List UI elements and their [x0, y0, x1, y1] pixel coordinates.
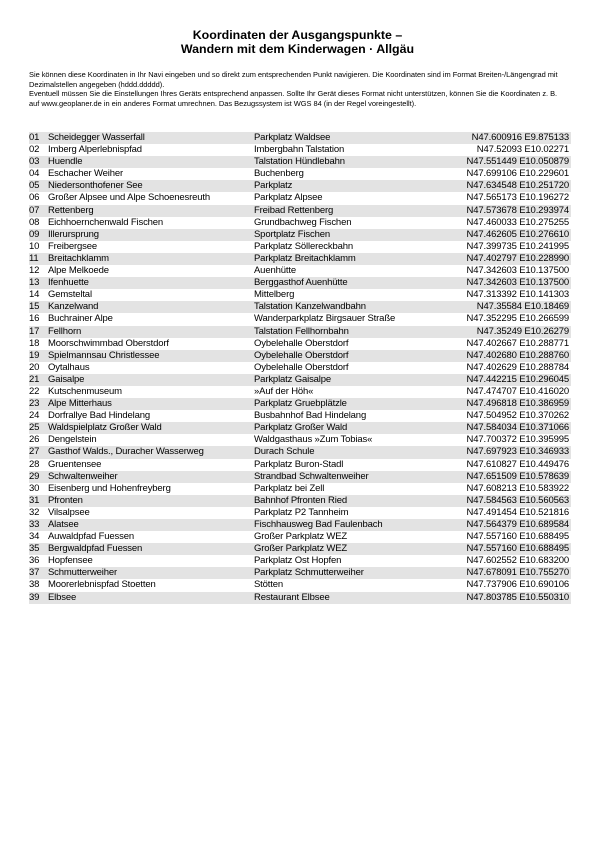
- table-row: [29, 592, 571, 604]
- parking-location: Parkplatz Buron-Stadl: [254, 458, 344, 470]
- table-row: [29, 229, 571, 241]
- table-row: [29, 434, 571, 446]
- coordinates: N47.573678 E10.293974: [434, 205, 571, 217]
- table-row: [29, 326, 571, 338]
- coordinates: N47.557160 E10.688495: [466, 531, 569, 543]
- start-point: Freibergsee: [48, 240, 98, 252]
- table-row: [29, 192, 571, 204]
- table-row: [29, 168, 571, 180]
- row-number: 22: [29, 385, 40, 397]
- start-point: Scheidegger Wasserfall: [48, 132, 254, 144]
- table-row: [29, 313, 571, 325]
- coordinates: N47.496818 E10.386959: [434, 398, 571, 410]
- start-point: Großer Alpsee und Alpe Schoenesreuth: [48, 192, 211, 204]
- intro-text: [29, 70, 569, 109]
- parking-location: Berggasthof Auenhütte: [254, 277, 434, 289]
- row-number: 28: [29, 458, 40, 470]
- page-title: [0, 29, 595, 57]
- start-point: Eichhoernchenwald Fischen: [48, 216, 164, 228]
- table-row: [29, 543, 571, 555]
- parking-location: Parkplatz Waldsee: [254, 132, 434, 144]
- row-number: 37: [29, 567, 48, 579]
- start-point: Eschacher Weiher: [48, 168, 124, 180]
- parking-location: Buchenberg: [254, 168, 304, 180]
- row-number: 06: [29, 192, 40, 204]
- parking-location: Parkplatz Alpsee: [254, 192, 323, 204]
- row-number: 32: [29, 506, 40, 518]
- row-number: 20: [29, 361, 40, 373]
- start-point: Vilsalpsee: [48, 506, 90, 518]
- row-number: 03: [29, 156, 48, 168]
- title-line-2: Wandern mit dem Kinderwagen · Allgäu: [180, 41, 415, 56]
- row-number: 01: [29, 132, 48, 144]
- parking-location: Strandbad Schwaltenweiher: [254, 471, 434, 483]
- table-row: [29, 410, 571, 422]
- parking-location: Grundbachweg Fischen: [254, 216, 352, 228]
- table-row: [29, 180, 571, 192]
- table-row: [29, 531, 571, 543]
- start-point: Huendle: [48, 156, 254, 168]
- table-row: [29, 253, 571, 265]
- row-number: 09: [29, 229, 48, 241]
- row-number: 36: [29, 555, 40, 567]
- parking-location: Talstation Fellhornbahn: [254, 326, 434, 338]
- coordinates: N47.584034 E10.371066: [434, 422, 571, 434]
- start-point: Kanzelwand: [48, 301, 254, 313]
- start-point: Buchrainer Alpe: [48, 313, 113, 325]
- parking-location: Großer Parkplatz WEZ: [254, 543, 434, 555]
- intro-paragraph-1: Sie können diese Koordinaten in Ihr Navi eingeben und so direkt zum entsprechenden Punkt navigieren. Die Koordinaten sind im Format Breiten-/Längengrad mit Dezimalstellen angegeben (hddd.ddddd).: [29, 70, 558, 89]
- coordinates: N47.697923 E10.346933: [434, 446, 571, 458]
- parking-location: Parkplatz Großer Wald: [254, 422, 434, 434]
- table-row: [29, 277, 571, 289]
- start-point: Alatsee: [48, 519, 254, 531]
- row-number: 26: [29, 434, 40, 446]
- row-number: 30: [29, 482, 40, 494]
- start-point: Waldspielplatz Großer Wald: [48, 422, 254, 434]
- parking-location: Parkplatz Gruebplätzle: [254, 398, 434, 410]
- row-number: 16: [29, 313, 40, 325]
- table-row: [29, 217, 571, 229]
- table-row: [29, 350, 571, 362]
- start-point: Elbsee: [48, 592, 254, 604]
- parking-location: Mittelberg: [254, 289, 295, 301]
- table-row: [29, 205, 571, 217]
- parking-location: Parkplatz Gaisalpe: [254, 374, 434, 386]
- row-number: 04: [29, 168, 40, 180]
- start-point: Pfronten: [48, 495, 254, 507]
- start-point: Fellhorn: [48, 326, 254, 338]
- coordinates: N47.737906 E10.690106: [466, 579, 569, 591]
- row-number: 23: [29, 398, 48, 410]
- coordinates: N47.474707 E10.416020: [466, 385, 569, 397]
- start-point: Gaisalpe: [48, 374, 254, 386]
- parking-location: Oybelehalle Oberstdorf: [254, 361, 349, 373]
- coordinates: N47.402680 E10.288760: [434, 350, 571, 362]
- start-point: Illerursprung: [48, 229, 254, 241]
- table-row: [29, 386, 571, 398]
- table-row: [29, 156, 571, 168]
- row-number: 18: [29, 337, 40, 349]
- start-point: Kutschenmuseum: [48, 385, 122, 397]
- coordinates: N47.608213 E10.583922: [466, 482, 569, 494]
- row-number: 35: [29, 543, 48, 555]
- parking-location: Parkplatz P2 Tannheim: [254, 506, 349, 518]
- start-point: Niedersonthofener See: [48, 180, 254, 192]
- coordinates: N47.699106 E10.229601: [466, 168, 569, 180]
- row-number: 39: [29, 592, 48, 604]
- coordinates: N47.352295 E10.266599: [466, 313, 569, 325]
- table-row: [29, 144, 571, 156]
- coordinates: N47.35249 E10.26279: [434, 326, 571, 338]
- coordinates: N47.557160 E10.688495: [434, 543, 571, 555]
- table-row: [29, 495, 571, 507]
- coordinates: N47.460033 E10.275255: [466, 216, 569, 228]
- coordinates: N47.504952 E10.370262: [466, 410, 569, 422]
- row-number: 15: [29, 301, 48, 313]
- parking-location: Oybelehalle Oberstdorf: [254, 350, 434, 362]
- parking-location: Parkplatz bei Zell: [254, 482, 325, 494]
- table-row: [29, 446, 571, 458]
- parking-location: Busbahnhof Bad Hindelang: [254, 410, 367, 422]
- coordinates: N47.402797 E10.228990: [434, 253, 571, 265]
- table-row: [29, 301, 571, 313]
- start-point: Alpe Mitterhaus: [48, 398, 254, 410]
- coordinates: N47.634548 E10.251720: [434, 180, 571, 192]
- start-point: Breitachklamm: [48, 253, 254, 265]
- start-point: Schmutterweiher: [48, 567, 254, 579]
- start-point: Schwaltenweiher: [48, 471, 254, 483]
- table-row: [29, 338, 571, 350]
- table-row: [29, 471, 571, 483]
- parking-location: Talstation Kanzelwandbahn: [254, 301, 434, 313]
- start-point: Bergwaldpfad Fuessen: [48, 543, 254, 555]
- start-point: Eisenberg und Hohenfreyberg: [48, 482, 171, 494]
- parking-location: Sportplatz Fischen: [254, 229, 434, 241]
- table-row: [29, 265, 571, 277]
- coordinates-table: [29, 132, 571, 604]
- coordinates: N47.402629 E10.288784: [466, 361, 569, 373]
- row-number: 13: [29, 277, 48, 289]
- table-row: [29, 579, 571, 591]
- coordinates: N47.52093 E10.02271: [476, 144, 569, 156]
- coordinates: N47.678091 E10.755270: [434, 567, 571, 579]
- parking-location: Bahnhof Pfronten Ried: [254, 495, 434, 507]
- table-row: [29, 362, 571, 374]
- table-row: [29, 374, 571, 386]
- coordinates: N47.35584 E10.18469: [434, 301, 571, 313]
- start-point: Hopfensee: [48, 555, 93, 567]
- start-point: Dengelstein: [48, 434, 97, 446]
- parking-location: Großer Parkplatz WEZ: [254, 531, 348, 543]
- intro-paragraph-2: Eventuell müssen Sie die Einstellungen Ihres Geräts entsprechend anpassen. Sollte Ihr Gerät dieses Format nicht unterstützen, können Sie die Koordinaten z. B. auf www.geoplaner.de in ein anderes Format umrechnen. Das Bezugssystem ist WGS 84 (in der Regel voreingestellt).: [29, 89, 558, 109]
- row-number: 31: [29, 495, 48, 507]
- row-number: 29: [29, 471, 48, 483]
- row-number: 02: [29, 144, 40, 156]
- parking-location: Parkplatz Söllereckbahn: [254, 240, 353, 252]
- coordinates: N47.402667 E10.288771: [466, 337, 569, 349]
- table-row: [29, 555, 571, 567]
- start-point: Dorfrallye Bad Hindelang: [48, 410, 151, 422]
- table-row: [29, 507, 571, 519]
- start-point: Imberg Alperlebnispfad: [48, 144, 142, 156]
- row-number: 05: [29, 180, 48, 192]
- coordinates: N47.342603 E10.137500: [466, 265, 569, 277]
- parking-location: Parkplatz Schmutterweiher: [254, 567, 434, 579]
- parking-location: Fischhausweg Bad Faulenbach: [254, 519, 434, 531]
- coordinates: N47.564379 E10.689584: [434, 519, 571, 531]
- coordinates: N47.610827 E10.449476: [466, 458, 569, 470]
- start-point: Moorerlebnispfad Stoetten: [48, 579, 156, 591]
- start-point: Gasthof Walds., Duracher Wasserweg: [48, 446, 254, 458]
- start-point: Gemsteltal: [48, 289, 92, 301]
- row-number: 08: [29, 216, 40, 228]
- table-row: [29, 519, 571, 531]
- row-number: 10: [29, 240, 40, 252]
- parking-location: Imbergbahn Talstation: [254, 144, 345, 156]
- parking-location: Oybelehalle Oberstdorf: [254, 337, 349, 349]
- row-number: 19: [29, 350, 48, 362]
- row-number: 11: [29, 253, 48, 265]
- parking-location: Waldgasthaus »Zum Tobias«: [254, 434, 373, 446]
- row-number: 33: [29, 519, 48, 531]
- title-line-1: Koordinaten der Ausgangspunkte –: [192, 28, 403, 42]
- coordinates: N47.803785 E10.550310: [434, 592, 571, 604]
- parking-location: Stötten: [254, 579, 284, 591]
- coordinates: N47.584563 E10.560563: [434, 495, 571, 507]
- parking-location: Parkplatz Breitachklamm: [254, 253, 434, 265]
- table-row: [29, 459, 571, 471]
- start-point: Moorschwimmbad Oberstdorf: [48, 337, 169, 349]
- start-point: Spielmannsau Christlessee: [48, 350, 254, 362]
- coordinates: N47.565173 E10.196272: [466, 192, 569, 204]
- parking-location: Restaurant Elbsee: [254, 592, 434, 604]
- start-point: Gruentensee: [48, 458, 102, 470]
- parking-location: Wanderparkplatz Birgsauer Straße: [254, 313, 396, 325]
- start-point: Alpe Melkoede: [48, 265, 109, 277]
- table-row: [29, 289, 571, 301]
- row-number: 27: [29, 446, 48, 458]
- row-number: 38: [29, 579, 40, 591]
- start-point: Rettenberg: [48, 205, 254, 217]
- parking-location: Talstation Hündlebahn: [254, 156, 434, 168]
- coordinates: N47.442215 E10.296045: [434, 374, 571, 386]
- parking-location: Durach Schule: [254, 446, 434, 458]
- coordinates: N47.399735 E10.241995: [466, 240, 569, 252]
- row-number: 24: [29, 410, 40, 422]
- row-number: 34: [29, 531, 40, 543]
- coordinates: N47.491454 E10.521816: [466, 506, 569, 518]
- row-number: 21: [29, 374, 48, 386]
- row-number: 07: [29, 205, 48, 217]
- parking-location: Auenhütte: [254, 265, 296, 277]
- coordinates: N47.551449 E10.050879: [434, 156, 571, 168]
- coordinates: N47.600916 E9.875133: [434, 132, 571, 144]
- table-row: [29, 241, 571, 253]
- coordinates-table-body: [29, 132, 571, 604]
- table-row: [29, 483, 571, 495]
- table-row: [29, 398, 571, 410]
- table-row: [29, 132, 571, 144]
- row-number: 25: [29, 422, 48, 434]
- coordinates: N47.602552 E10.683200: [466, 555, 569, 567]
- start-point: Oytalhaus: [48, 361, 90, 373]
- coordinates: N47.342603 E10.137500: [434, 277, 571, 289]
- row-number: 17: [29, 326, 48, 338]
- row-number: 12: [29, 265, 40, 277]
- parking-location: Parkplatz Ost Hopfen: [254, 555, 342, 567]
- coordinates: N47.313392 E10.141303: [466, 289, 569, 301]
- table-row: [29, 422, 571, 434]
- coordinates: N47.462605 E10.276610: [434, 229, 571, 241]
- coordinates: N47.700372 E10.395995: [466, 434, 569, 446]
- start-point: Auwaldpfad Fuessen: [48, 531, 135, 543]
- parking-location: Parkplatz: [254, 180, 434, 192]
- table-row: [29, 567, 571, 579]
- parking-location: Freibad Rettenberg: [254, 205, 434, 217]
- parking-location: »Auf der Höh«: [254, 385, 314, 397]
- row-number: 14: [29, 289, 40, 301]
- start-point: Ifenhuette: [48, 277, 254, 289]
- coordinates: N47.651509 E10.578639: [434, 471, 571, 483]
